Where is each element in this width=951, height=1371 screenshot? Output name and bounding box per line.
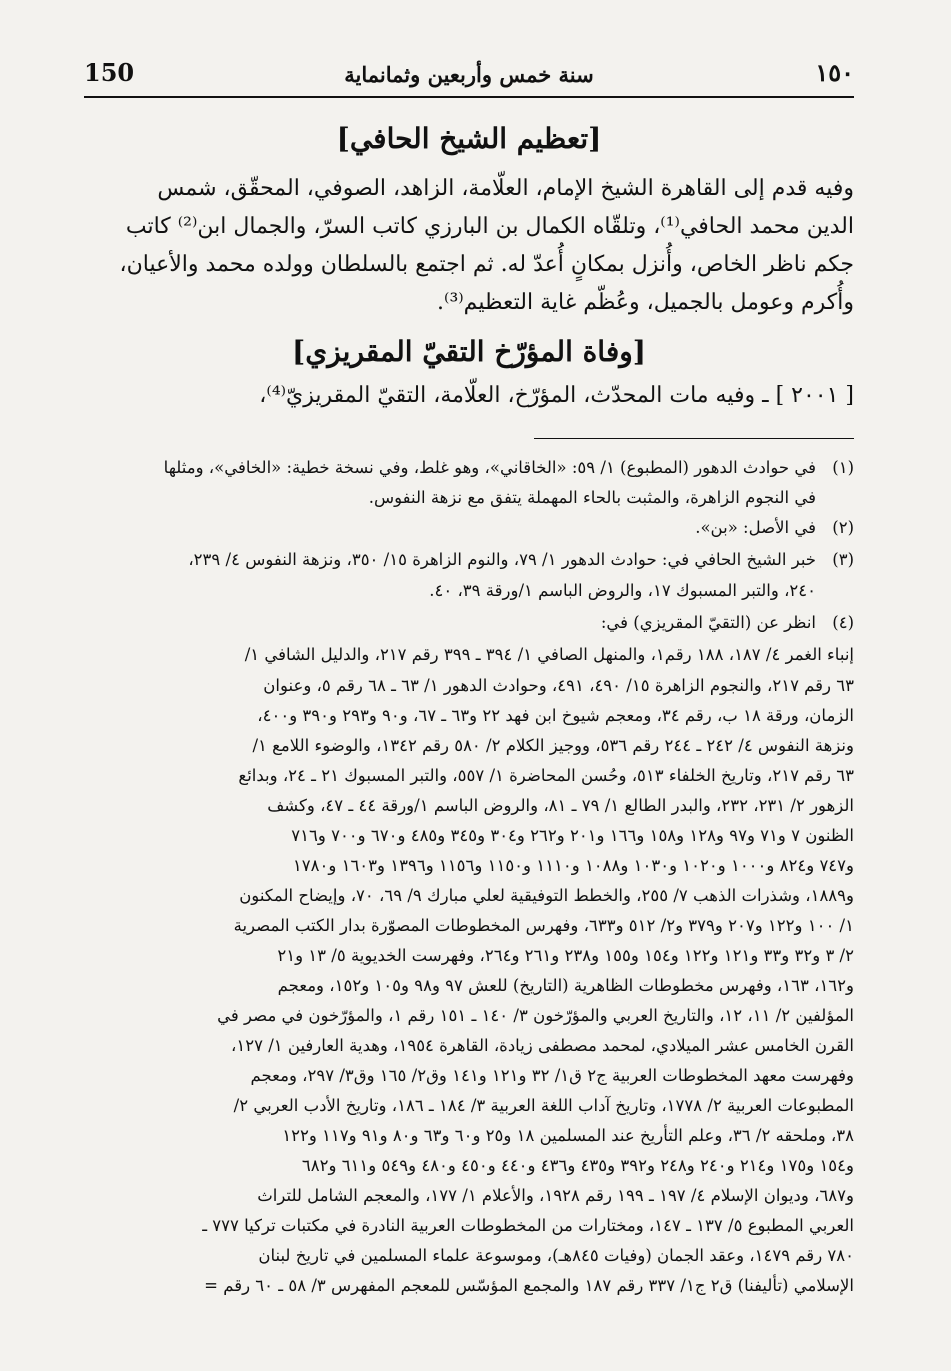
footnote-line: و١٦٢، ١٦٣، وفهرس مخطوطات الظاهرية (التاريخ) للعش ٩٧ و٩٨ و١٠٥ و١٥٢، ومعجم: [277, 976, 854, 995]
footnote-line: الزمان، ورقة ١٨ ب، رقم ٣٤، ومعجم شيوخ ابن فهد ٢٢ و٦٣ ـ ٦٧، و٩٠ و٢٩٣ و٣٩٠ و٤٠٠،: [257, 706, 854, 725]
footnote-1: [84, 458, 854, 477]
footnote-line: الزهور ٢/ ٢٣١، ٢٣٢، والبدر الطالع ١/ ٧٩ ـ ٨١، والروض الباسم ١/ورقة ٤٤ ـ ٤٧، وكشف: [267, 796, 854, 815]
page-header: [84, 56, 854, 98]
footnote-number: (١): [832, 458, 854, 477]
footnote-line: ١/ ١٠٠ و١٢٢ و٢٠٧ و٣٧٩ و٢/ ٥١٢ و٦٣٣، وفهرس المخطوطات المصوّرة بدار الكتب المصرية: [233, 916, 854, 935]
footnote-text: في النجوم الزاهرة، والمثبت بالحاء المهملة يتفق مع نزهة النفوس.: [368, 488, 816, 507]
section-title-hafi: [تعظيم الشيخ الحافي]: [336, 122, 602, 155]
footnote-number: (٢): [832, 518, 854, 537]
body-line: [ ٢٠٠١ ] ـ وفيه مات المحدّث، المؤرّخ، العلّامة، التقيّ المقريزيّ⁽⁴⁾،: [259, 383, 854, 408]
footnote-line: ٦٣ رقم ٢١٧، وتاريخ الخلفاء ٥١٣، وحُسن المحاضرة ١/ ٥٥٧، والتبر المسبوك ٢١ ـ ٢٤، وبدائع: [238, 766, 854, 785]
footnote-line: ٢/ ٣ و٣٢ و٣٣ و١٢١ و١٢٢ و١٥٤ و١٥٥ و٢٣٨ و٢٦١ و٢٦٤، وفهرست الخديوية ٥/ ١٣ و٢١: [277, 946, 854, 965]
body-line: الدين محمد الحافي⁽¹⁾، وتلقّاه الكمال بن البارزي كاتب السرّ، والجمال ابن⁽²⁾ كاتب: [125, 214, 854, 239]
footnote-number: (٤): [832, 613, 854, 632]
footnote-3: [84, 550, 854, 569]
page-number-arabic: ١٥٠: [815, 58, 854, 87]
footnote-line: إنباء الغمر ٤/ ١٨٧، ١٨٨ رقم١، والمنهل الصافي ١/ ٣٩٤ ـ ٣٩٩ رقم ٢١٧، والدليل الشافي ١/: [244, 645, 854, 664]
footnote-line: العربي المطبوع ٥/ ١٣٧ ـ ١٤٧، ومختارات من المخطوطات العربية النادرة في مكتبات تركيا ٧٧٧ ـ: [202, 1216, 854, 1235]
body-line: وفيه قدم إلى القاهرة الشيخ الإمام، العلّامة، الزاهد، الصوفي، المحقّق، شمس: [157, 176, 854, 201]
footnote-text: خبر الشيخ الحافي في: حوادث الدهور ١/ ٧٩، والنوم الزاهرة ١٥/ ٣٥٠، ونزهة النفوس ٤/ ٢٣٩،: [188, 550, 816, 569]
footnote-line: و٧٤٧ و٨٢٤ و١٠٠٠ و١٠٢٠ و١٠٣٠ و١٠٨٨ و١١١٠ و١١٥٠ و١١٥٦ و١٣٩٦ و١٦٠٣ و١٧٨٠: [292, 856, 854, 875]
body-line: جكم ناظر الخاص، وأُنزل بمكانٍ أُعدّ له. ثم اجتمع بالسلطان وولده محمد والأعيان،: [119, 252, 854, 277]
footnote-line: ونزهة النفوس ٤/ ٢٤٢ ـ ٢٤٤ رقم ٥٣٦، ووجيز الكلام ٢/ ٥٨٠ رقم ١٣٤٢، والوضوء اللامع ١/: [252, 736, 854, 755]
page-number-latin: 150: [84, 58, 135, 87]
footnote-line: المؤلفين ٢/ ١١، ١٢، والتاريخ العربي والمؤرّخون ٣/ ١٤٠ ـ ١٥١ رقم ١، والمؤرّخون في مصر في: [217, 1006, 854, 1025]
footnote-line: ٧٨٠ رقم ١٤٧٩، وعقد الجمان (وفيات ٨٤٥هـ)، وموسوعة علماء المسلمين في تاريخ لبنان: [258, 1246, 854, 1265]
body-line: وأُكرم وعومل بالجميل، وعُظّم غاية التعظيم⁽³⁾.: [437, 290, 854, 315]
footnote-text: ٢٤٠، والتبر المسبوك ١٧، والروض الباسم ١/ورقة ٣٩، ٤٠.: [429, 581, 816, 600]
footnote-number: (٣): [832, 550, 854, 569]
footnote-line: و١٥٤ و١٧٥ و٢١٤ و٢٤٠ و٢٤٨ و٣٩٢ و٤٣٥ و٤٣٦ و٤٤٠ و٤٥٠ و٤٨٠ و٥٤٩ و٦١١ و٦٨٢: [301, 1156, 854, 1175]
footnote-line: القرن الخامس عشر الميلادي، لمحمد مصطفى زيادة، القاهرة ١٩٥٤، وهدية العارفين ١/ ١٢٧،: [231, 1036, 854, 1055]
footnote-line: ٦٣ رقم ٢١٧، والنجوم الزاهرة ١٥/ ٤٩٠، ٤٩١، وحوادث الدهور ١/ ٦٣ ـ ٦٨ رقم ٥، وعنوان: [263, 676, 854, 695]
footnote-line: الإسلامي (تأليفنا) ق٢ ج١/ ٣٣٧ رقم ١٨٧ والمجمع المؤسّس للمعجم المفهرس ٣/ ٥٨ ـ ٦٠ رقم =: [204, 1276, 854, 1295]
footnote-line: الظنون ٧ و٧١ و٩٧ و١٢٨ و١٥٨ و١٦٦ و٢٠١ و٢٦٢ و٣٠٤ و٣٤٥ و٤٨٥ و٦٧٠ و٧٠٠ و٧١٦: [291, 826, 854, 845]
footnote-text: في حوادث الدهور (المطبوع) ١/ ٥٩: «الخاقاني»، وهو غلط، وفي نسخة خطية: «الخافي»، ومثلها: [163, 458, 816, 477]
footnote-line: و١٨٨٩، وشذرات الذهب ٧/ ٢٥٥، والخطط التوفيقية لعلي مبارك ٩/ ٦٩، ٧٠، وإيضاح المكنون: [239, 886, 854, 905]
footnote-text: في الأصل: «بن».: [695, 518, 816, 537]
footnote-4: [84, 613, 854, 632]
footnote-text: انظر عن (التقيّ المقريزي) في:: [600, 613, 816, 632]
section-title-maqrizi: [وفاة المؤرّخ التقيّ المقريزي]: [292, 335, 646, 368]
footnote-line: المطبوعات العربية ٢/ ١٧٧٨، وتاريخ آداب اللغة العربية ٣/ ١٨٤ ـ ١٨٦، وتاريخ الأدب العربي ٢/: [233, 1096, 854, 1115]
footnote-line: ٣٨، وملحقه ٢/ ٣٦، وعلم التأريخ عند المسلمين ١٨ و٢٥ و٦٠ و٦٣ و٨٠ و٩١ و١١٧ و١٢٢: [282, 1126, 854, 1145]
footnote-text: [84, 488, 854, 507]
footnote-text: [84, 581, 854, 600]
footnote-line: وفهرست معهد المخطوطات العربية ج٢ ق١/ ٣٢ و١٢١ و١٤١ وق٢/ ١٦٥ وق٣/ ٢٩٧، ومعجم: [250, 1066, 854, 1085]
footnote-2: [84, 518, 854, 537]
running-title: سنة خمس وأربعين وثمانماية: [344, 62, 594, 87]
footnote-separator: [534, 438, 854, 439]
footnote-line: و٦٨٧، وديوان الإسلام ٤/ ١٩٧ ـ ١٩٩ رقم ١٩٢٨، والأعلام ١/ ١٧٧، والمعجم الشامل للتراث: [257, 1186, 854, 1205]
